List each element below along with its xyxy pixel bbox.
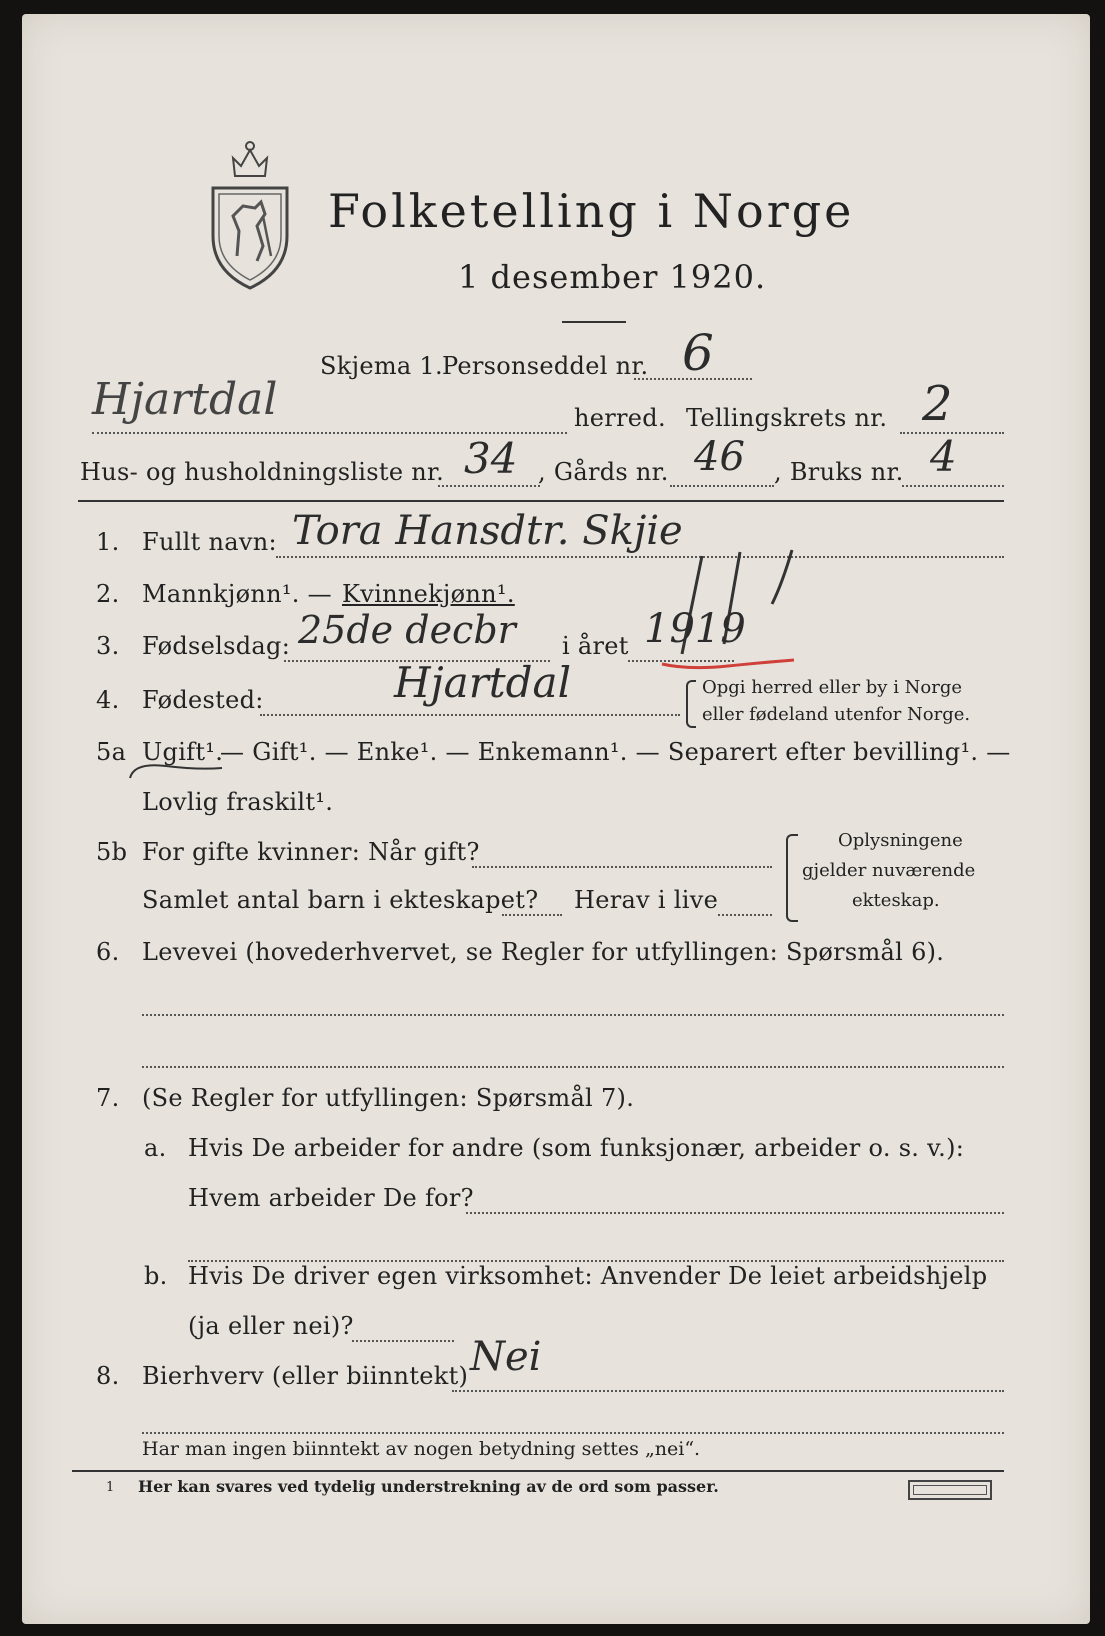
census-date: 1 desember 1920. [458, 258, 767, 296]
footer-note: Har man ingen biinntekt av nogen betydning settes „nei“. [142, 1438, 701, 1460]
q4-note-line2: eller fødeland utenfor Norge. [702, 704, 971, 725]
q8-label: Bierhverv (eller biinntekt) [142, 1362, 469, 1390]
q7b-text: Hvis De driver egen virksomhet: Anvender De leiet arbeidshjelp [188, 1262, 988, 1290]
birthday-value[interactable]: 25de decbr [298, 608, 516, 652]
q5b-note-line1: Oplysningene [838, 830, 963, 851]
q7-label: (Se Regler for utfyllingen: Spørsmål 7). [142, 1084, 635, 1112]
occupation-line-2[interactable] [142, 1066, 1004, 1068]
q6-number: 6. [96, 938, 120, 966]
children-line[interactable] [502, 914, 562, 916]
when-married-label: For gifte kvinner: Når gift? [142, 838, 480, 866]
q5a-number: 5a [96, 738, 127, 766]
q3-label: Fødselsdag: [142, 632, 291, 660]
q5b-brace [786, 834, 798, 922]
q4-brace [686, 680, 696, 728]
male-option[interactable]: Mannkjønn¹. — [142, 580, 332, 608]
side-income-value[interactable]: Nei [470, 1334, 542, 1380]
bruks-line [902, 485, 1004, 487]
year-label: i året [562, 632, 629, 660]
gards-line [670, 485, 774, 487]
divorced-option[interactable]: Lovlig fraskilt¹. [142, 788, 334, 816]
q1-number: 1. [96, 528, 120, 556]
living-label: Herav i live [574, 886, 719, 914]
husliste-value[interactable]: 34 [464, 434, 518, 483]
bruks-value[interactable]: 4 [930, 432, 957, 481]
marital-status-options[interactable]: — Gift¹. — Enke¹. — Enkemann¹. — Separert efter bevilling¹. — [220, 738, 1011, 766]
q1-line [276, 556, 1004, 558]
birthplace-value[interactable]: Hjartdal [394, 658, 572, 707]
footer-rule [72, 1470, 1004, 1472]
tellingskrets-value[interactable]: 2 [922, 376, 953, 432]
printer-stamp [908, 1480, 992, 1500]
title-divider [562, 321, 626, 323]
unmarried-option[interactable]: Ugift¹. [142, 738, 224, 766]
when-married-line[interactable] [472, 866, 772, 868]
q5b-note-line2: gjelder nuværende [802, 860, 976, 881]
occupation-line-1[interactable] [142, 1014, 1004, 1016]
side-income-line-2[interactable] [142, 1432, 1004, 1434]
female-option-underlined[interactable]: Kvinnekjønn¹. [342, 580, 515, 608]
ugift-pencil-mark [126, 754, 226, 784]
q4-note-line1: Opgi herred eller by i Norge [702, 677, 963, 698]
q5b-note-line3: ekteskap. [852, 890, 940, 911]
birth-year-value[interactable]: 1919 [644, 606, 746, 652]
q3-number: 3. [96, 632, 120, 660]
full-name-value[interactable]: Tora Hansdtr. Skjie [292, 508, 683, 554]
personseddel-label: Personseddel nr. [442, 352, 649, 380]
side-income-line [452, 1390, 1004, 1392]
q2-number: 2. [96, 580, 120, 608]
skjema-label: Skjema 1. [320, 352, 443, 380]
employer-label: Hvem arbeider De for? [188, 1184, 474, 1212]
q7b-letter: b. [144, 1262, 168, 1290]
q4-number: 4. [96, 686, 120, 714]
q6-label: Levevei (hovederhvervet, se Regler for utfyllingen: Spørsmål 6). [142, 938, 945, 966]
husliste-line [438, 485, 540, 487]
employer-line[interactable] [466, 1212, 1004, 1214]
footnote-text: Her kan svares ved tydelig understrekning av de ord som passer. [138, 1477, 719, 1496]
footnote-mark: 1 [106, 1480, 115, 1495]
living-line[interactable] [718, 914, 772, 916]
q1-label: Fullt navn: [142, 528, 277, 556]
children-label: Samlet antal barn i ekteskapet? [142, 886, 539, 914]
herred-value[interactable]: Hjartdal [92, 374, 278, 425]
hired-help-line[interactable] [352, 1340, 454, 1342]
header-rule [78, 500, 1004, 502]
hired-help-label: (ja eller nei)? [188, 1312, 354, 1340]
form-title: Folketelling i Norge [328, 184, 855, 238]
q7a-letter: a. [144, 1134, 167, 1162]
red-pencil-mark [658, 654, 798, 674]
herred-label: herred. [574, 404, 666, 432]
personseddel-value[interactable]: 6 [682, 324, 714, 382]
bruks-label: , Bruks nr. [774, 458, 904, 486]
gards-label: , Gårds nr. [538, 458, 669, 486]
q7a-text: Hvis De arbeider for andre (som funksjonær, arbeider o. s. v.): [188, 1134, 965, 1162]
tellingskrets-label: Tellingskrets nr. [686, 404, 888, 432]
q7-number: 7. [96, 1084, 120, 1112]
census-form-page [22, 14, 1090, 1624]
q5b-number: 5b [96, 838, 128, 866]
coat-of-arms-icon [205, 136, 295, 296]
birthplace-line [260, 714, 680, 716]
q4-label: Fødested: [142, 686, 264, 714]
q8-number: 8. [96, 1362, 120, 1390]
husliste-label: Hus- og husholdningsliste nr. [80, 458, 445, 486]
gards-value[interactable]: 46 [694, 434, 745, 480]
